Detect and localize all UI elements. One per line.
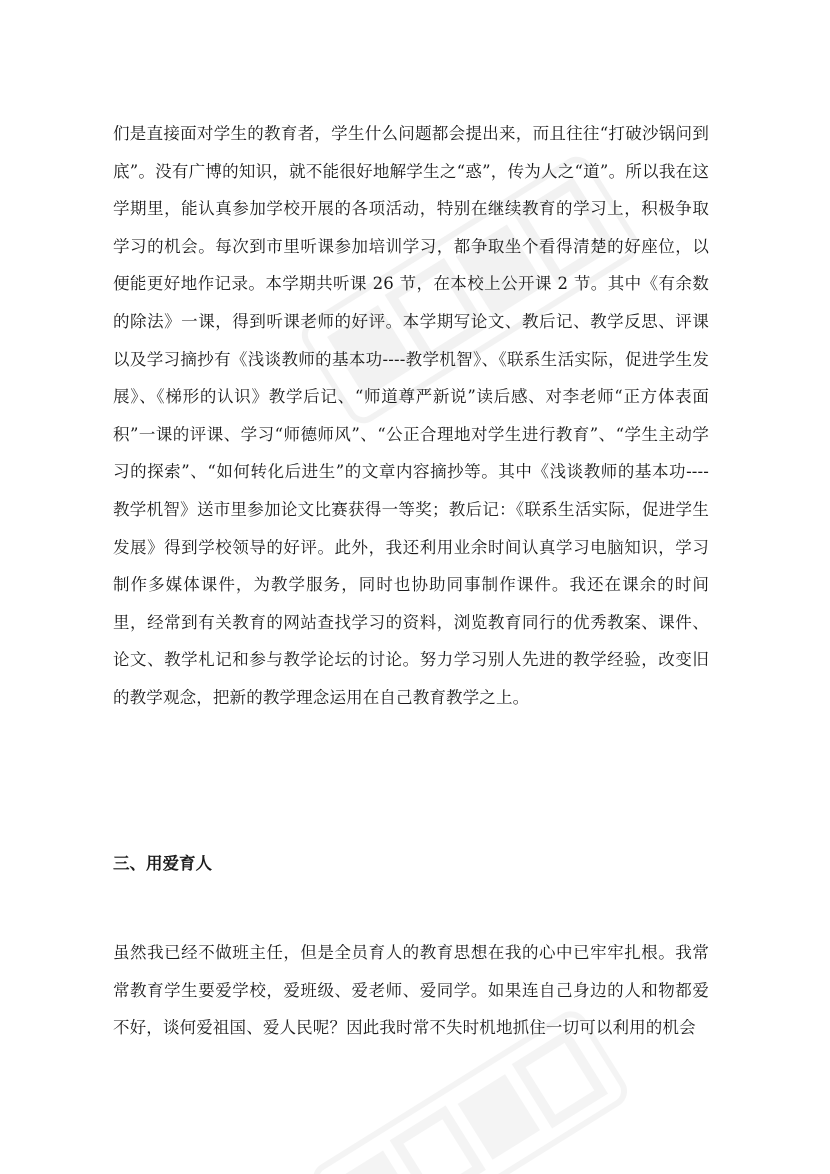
body-paragraph: 们是直接面对学生的教育者，学生什么问题都会提出来，而且往往“打破沙锅问到底”。没有广博的知识，就不能很好地解学生之“惑”，传为人之“道”。所以我在这学期里，能认真参加学校开展的各项活动，特别在继续教育的学习上，积极争取学习的机会。每次到市里听课参加培训学习，都争取坐个看得清楚的好座位，以便能更好地作记录。本学期共听课 26 节，在本校上公开课 2 节。其中《有余数的除法》一课，得到听课老师的好评。本学期写论文、教后记、教学反思、评课以及学习摘抄有《浅谈教师的基本功----教学机智》、《联系生活实际，促进学生发展》、《梯形的认识》教学后记、“师道尊严新说”读后感、对李老师“正方体表面积”一课的评课、学习“师德师风”、“公正合理地对学生进行教育”、“学生主动学习的探索”、“如何转化后进生”的文章内容摘抄等。其中《浅谈教师的基本功----教学机智》送市里参加论文比赛获得一等奖；教后记：《联系生活实际，促进学生发展》得到学校领导的好评。此外，我还利用业余时间认真学习电脑知识，学习制作多媒体课件，为教学服务，同时也协助同事制作课件。我还在课余的时间里，经常到有关教育的网站查找学习的资料，浏览教育同行的优秀教案、课件、论文、教学札记和参与教学论坛的讨论。努力学习别人先进的教学经验，改变旧的教学观念，把新的教学理念运用在自己教育教学之上。 xyxy=(113,124,709,707)
body-paragraph: 虽然我已经不做班主任，但是全员育人的教育思想在我的心中已牢牢扎根。我常常教育学生要爱学校，爱班级、爱老师、爱同学。如果连自己身边的人和物都爱不好，谈何爱祖国、爱人民呢？因此我时常不失时机地抓住一切可以利用的机会 xyxy=(113,943,709,1038)
section-heading: 三、用爱育人 xyxy=(113,854,212,873)
